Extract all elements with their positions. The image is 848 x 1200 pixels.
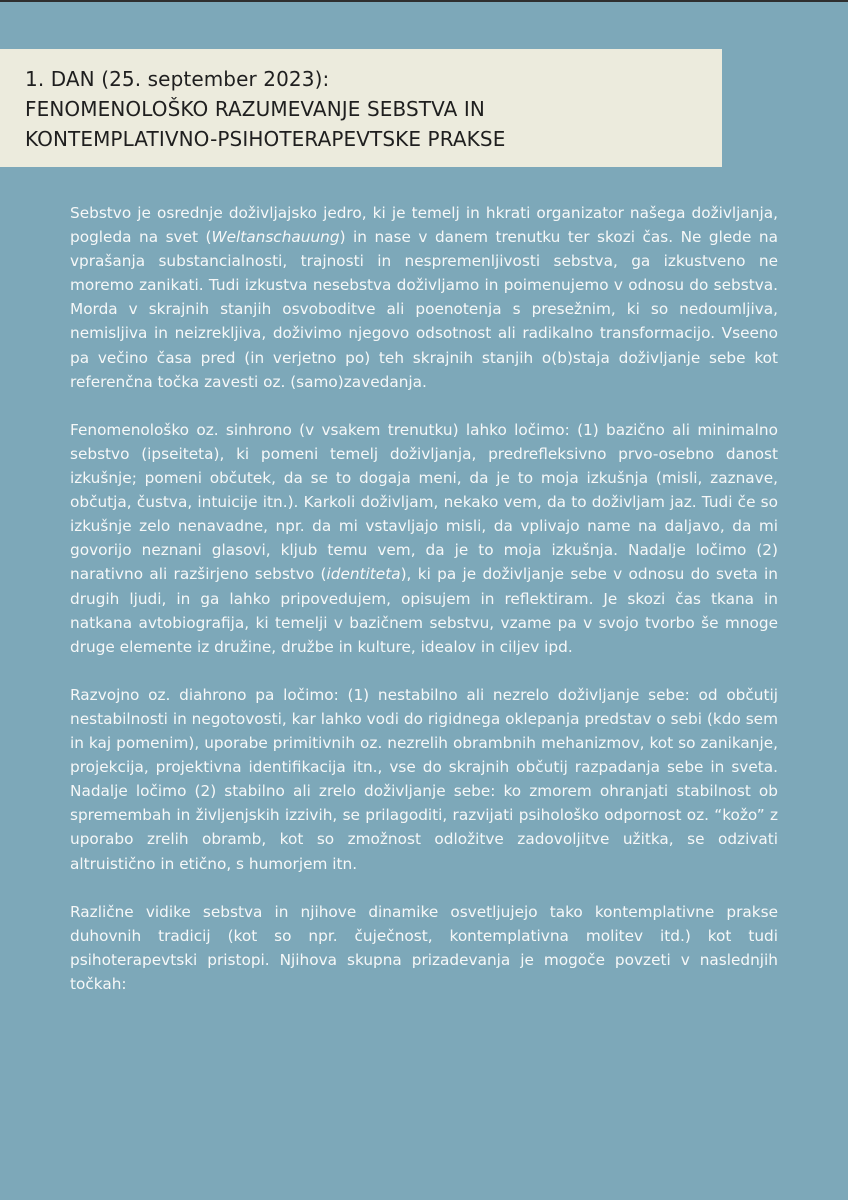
- paragraph-2-text-a: Fenomenološko oz. sinhrono (v vsakem trenutku) lahko ločimo: (1) bazično ali minimalno sebstvo (ipseiteta), ki pomeni temelj doživljanja, predrefleksivno prvo-osebno danost izkušnje; pomeni občutek, da se to dogaja meni, da je to moja izkušnja (misli, zaznave, občutja, čustva, intuicije itn.). Karkoli doživljam, nekako vem, da to doživljam jaz. Tudi če so izkušnje zelo nenavadne, npr. da mi vstavljajo misli, da vplivajo name na daljavo, da mi govorijo neznani glasovi, kljub temu vem, da je to moja izkušnja. Nadalje ločimo (2) narativno ali razširjeno sebstvo (: [70, 420, 778, 584]
- title-banner: [0, 49, 722, 167]
- paragraph-1-text-b: ) in nase v danem trenutku ter skozi čas. Ne glede na vprašanja substancialnosti, trajnosti in nespremenljivosti sebstva, ga izkustveno ne moremo zanikati. Tudi izkustva nesebstva doživljamo in poimenujemo v odnosu do sebstva. Morda v skrajnih stanjih osvoboditve ali poenotenja s presežnim, ki so nedoumljiva, nemisljiva in neizrekljiva, doživimo njegovo odsotnost ali radikalno transformacijo. Vseeno pa večino časa pred (in verjetno po) teh skrajnih stanjih o(b)staja doživljanje sebe kot referenčna točka zavesti oz. (samo)zavedanja.: [70, 228, 778, 391]
- paragraph-1-text-a: Sebstvo je osrednje doživljajsko jedro, ki je temelj in hkrati organizator našega doživljanja, pogleda na svet (: [70, 204, 778, 247]
- day-heading: 1. DAN (25. september 2023):: [25, 67, 330, 91]
- paragraph-2-text-b: ), ki pa je doživljanje sebe v odnosu do sveta in drugih ljudi, in ga lahko pripovedujem, opisujem in reflektiram. Je skozi čas tkana in natkana avtobiografija, ki temelji v bazičnem sebstvu, vzame pa v svojo tvorbo še mnoge druge elemente iz družine, družbe in kulture, idealov in ciljev ipd.: [70, 565, 778, 656]
- body-text: [70, 201, 778, 1020]
- paragraph-2-italic-term: identiteta: [326, 565, 401, 584]
- paragraph-1-italic-term: Weltanschauung: [211, 228, 340, 247]
- section-title-line-2: KONTEMPLATIVNO-PSIHOTERAPEVTSKE PRAKSE: [25, 127, 506, 151]
- paragraph-2: [70, 418, 778, 659]
- section-title-line-1: FENOMENOLOŠKO RAZUMEVANJE SEBSTVA IN: [25, 97, 485, 121]
- top-border-line: [0, 0, 848, 2]
- paragraph-4: Različne vidike sebstva in njihove dinamike osvetljujejo tako kontemplativne prakse duhovnih tradicij (kot so npr. čuječnost, kontemplativna molitev itd.) kot tudi psihoterapevtski pristopi. Njihova skupna prizadevanja je mogoče povzeti v naslednjih točkah:: [70, 902, 778, 993]
- paragraph-1: [70, 201, 778, 394]
- paragraph-3: Razvojno oz. diahrono pa ločimo: (1) nestabilno ali nezrelo doživljanje sebe: od občutij nestabilnosti in negotovosti, kar lahko vodi do rigidnega oklepanja predstav o sebi (kdo sem in kaj pomenim), uporabe primitivnih oz. nezrelih obrambnih mehanizmov, kot so zanikanje, projekcija, projektivna identifikacija itn., vse do skrajnih občutij razpadanja sebe in sveta. Nadalje ločimo (2) stabilno ali zrelo doživljanje sebe: ko zmorem ohranjati stabilnost ob spremembah in življenjskih izzivih, se prilagoditi, razvijati psihološko odpornost oz. “kožo” z uporabo zrelih obramb, kot so zmožnost odložitve zadovoljitve užitka, se odzivati altruistično in etično, s humorjem itn.: [70, 685, 778, 873]
